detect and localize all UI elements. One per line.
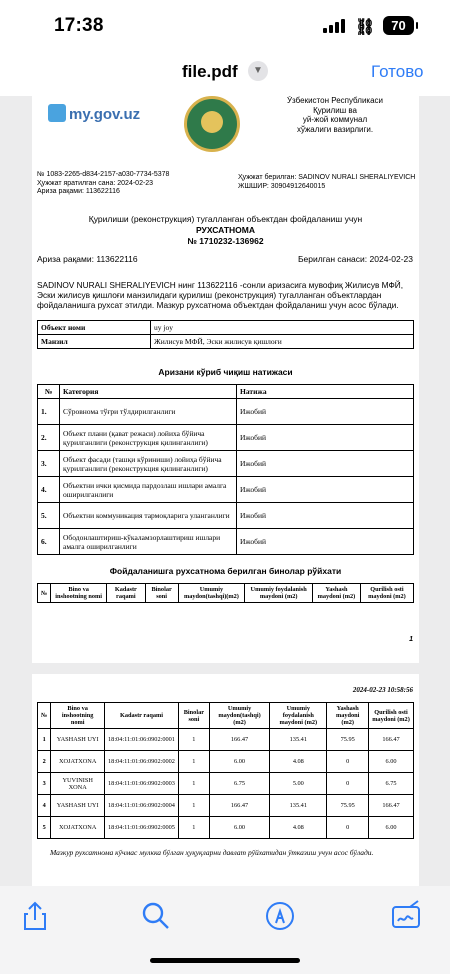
table-row — [38, 817, 414, 839]
table-header-cell: Binolar soni — [145, 584, 178, 603]
table-cell: 1 — [178, 773, 209, 795]
page-number: 1 — [409, 636, 413, 643]
table-header-cell: Umumiy foydalanish maydoni (m2) — [270, 703, 327, 729]
table-row — [38, 399, 414, 425]
table-header-cell: Kadastr raqami — [105, 703, 179, 729]
table-cell: YASHASH UYI — [51, 795, 105, 817]
table-cell: 6.00 — [209, 751, 269, 773]
table-header-cell: № — [38, 703, 51, 729]
search-icon[interactable] — [139, 899, 173, 933]
table-cell: 2. — [38, 425, 60, 451]
link-icon: ⛓ — [355, 19, 376, 36]
table-cell: 18:04:11:01:06:0902:0004 — [105, 795, 179, 817]
ministry-name: Ўзбекистон Республикаси Қурилиш ва уй-жой коммунал хўжалиги вазирлиги. — [286, 96, 384, 134]
table-cell: 4.08 — [270, 817, 327, 839]
table-row — [38, 503, 414, 529]
table-cell: Ижобий — [237, 451, 414, 477]
markup-icon[interactable] — [263, 899, 297, 933]
table-header-cell: Bino va inshootning nomi — [51, 703, 105, 729]
table-header-cell: Qurilish osti maydoni (m2) — [369, 703, 414, 729]
table-cell: Объект фасади (ташқи кўриниши) лойиҳа бўйича қурилганлиги (реконструкция қилинганлиги) — [60, 451, 237, 477]
table-cell: 0 — [327, 751, 369, 773]
table-cell: 18:04:11:01:06:0902:0003 — [105, 773, 179, 795]
gov-logo: my.gov.uz — [48, 104, 140, 123]
battery-icon: 70 — [383, 16, 414, 35]
table-cell: 6.00 — [369, 817, 414, 839]
table-cell: XOJATXONA — [51, 817, 105, 839]
table-header-row — [38, 703, 414, 729]
table-cell: 4. — [38, 477, 60, 503]
table-cell: YUVINISH XONA — [51, 773, 105, 795]
address-label: Манзил — [38, 335, 151, 349]
table-cell: 2 — [38, 751, 51, 773]
doc-title: Қурилиши (реконструкция) тугалланган объектдан фойдаланиш учун — [88, 214, 363, 224]
footer-note: Мазкур рухсатнома кўчмас мулкка бўлган ҳуқуқларни давлат рўйхатидан ўтказиш учун асос бўлади. — [50, 848, 374, 857]
table-cell: Объект плани (қават режаси) лойиха бўйича қурилганлиги (реконструкция қилинганлиги) — [60, 425, 237, 451]
table-cell: 0 — [327, 773, 369, 795]
pdf-page-1 — [32, 96, 419, 663]
home-indicator — [150, 958, 300, 963]
table-cell: 1. — [38, 399, 60, 425]
table-cell: 1 — [178, 817, 209, 839]
clock: 17:38 — [54, 15, 104, 36]
review-table: № Категория Натижа 1. Сўровнома тўғри тўлдирилганлиги Ижобий 2. Объект плани (қават режаси) лойиха бўйича қурилганлиги (реконструкция қилинганлиги) Ижобий 3. Объект фасади (ташқи кўриниши) лойиҳа бўйича қурилганлиги (реконструкция қилинганлиги) Ижобий 4. Объектни ички қисмида пардозлаш ишлари амалга оширилганлиги Ижобий 5. Объектни коммуникация тармоқларига уланганлиги Ижобий 6. Ободонлаштириш-кўкаламзорлаштириш ишлари амалга оширилганлиги Ижобий — [37, 384, 414, 555]
review-title: Аризани кўриб чиқиш натижаси — [158, 367, 293, 377]
table-cell: Ободонлаштириш-кўкаламзорлаштириш ишлари амалга оширилганлиги — [60, 529, 237, 555]
table-header-cell: Bino va inshootning nomi — [51, 584, 107, 603]
table-header-cell: Umumiy maydon(tashqi)(m2) — [178, 584, 245, 603]
table-row — [38, 751, 414, 773]
table-cell: 6.00 — [209, 817, 269, 839]
table-cell: 1 — [178, 729, 209, 751]
table-cell: 1 — [38, 729, 51, 751]
table-cell: 6. — [38, 529, 60, 555]
table-cell: 166.47 — [369, 795, 414, 817]
table-cell: 0 — [327, 817, 369, 839]
buildings-table-header — [37, 583, 414, 603]
table-cell: 6.75 — [209, 773, 269, 795]
table-cell: Ижобий — [237, 399, 414, 425]
table-row — [38, 773, 414, 795]
table-cell: XOJATXONA — [51, 751, 105, 773]
table-cell: 18:04:11:01:06:0902:0002 — [105, 751, 179, 773]
object-table — [37, 320, 414, 349]
table-row — [38, 529, 414, 555]
chevron-down-icon[interactable]: ▼ — [248, 61, 268, 81]
table-cell: Ижобий — [237, 503, 414, 529]
application-number: Ариза рақами: 113622116 — [37, 254, 138, 264]
table-cell: 6.75 — [369, 773, 414, 795]
table-cell: 1 — [178, 795, 209, 817]
status-bar — [0, 0, 450, 52]
table-cell: 75.95 — [327, 729, 369, 751]
doc-title-main: РУХСАТНОМА — [196, 225, 255, 235]
table-header-cell: Qurilish osti maydoni (m2) — [360, 584, 413, 603]
document-meta: № 1083-2265-d834-2157-a030-7734-5378 Ҳужжат яратилган сана: 2024-02-23 Ариза рақами: 113622116 — [37, 171, 170, 195]
table-cell: Объектни ички қисмида пардозлаш ишлари амалга оширилганлиги — [60, 477, 237, 503]
table-cell: 135.41 — [270, 795, 327, 817]
table-row — [38, 795, 414, 817]
table-cell: Ижобий — [237, 477, 414, 503]
state-emblem — [184, 96, 240, 152]
table-cell: 5. — [38, 503, 60, 529]
gov-logo-icon — [48, 104, 66, 122]
table-cell: 3 — [38, 773, 51, 795]
table-cell: 3. — [38, 451, 60, 477]
nav-bar — [0, 52, 450, 96]
table-cell: 135.41 — [270, 729, 327, 751]
table-header-cell: Umumiy foydalanish maydoni (m2) — [245, 584, 313, 603]
table-row — [38, 477, 414, 503]
table-header-row — [38, 584, 414, 603]
table-row — [38, 729, 414, 751]
body-paragraph: SADINOV NURALI SHERALIYEVICH нинг 113622116 -сонли аризасига мувофиқ Жилисув МФЙ, Эски жилисув қишлоғи манзилидаги қурилиш (реконструкция) тугалланган объектлардан фойдаланишга рухсат этилди. Мазкур рухсатнома объектдан фойдаланиш учун асос бўлади. — [37, 280, 404, 310]
table-cell: YASHASH UYI — [51, 729, 105, 751]
pdf-page-2 — [32, 674, 419, 886]
table-cell: Сўровнома тўғри тўлдирилганлиги — [60, 399, 237, 425]
timestamp: 2024-02-23 10:58:56 — [352, 686, 413, 694]
table-cell: 4 — [38, 795, 51, 817]
doc-number: № 1710232-136962 — [187, 236, 264, 246]
table-cell: 166.47 — [209, 795, 269, 817]
table-cell: 75.95 — [327, 795, 369, 817]
object-value: uy joy — [151, 321, 414, 335]
file-title[interactable]: file.pdf — [182, 62, 238, 81]
table-row — [38, 451, 414, 477]
table-cell: Ижобий — [237, 529, 414, 555]
table-header-cell: № — [38, 584, 51, 603]
table-header-cell: Yashash maydoni (m2) — [313, 584, 361, 603]
issue-date: Берилган санаси: 2024-02-23 — [297, 254, 413, 264]
issued-to: Ҳужжат берилган: SADINOV NURALI SHERALIYEVICH ЖШШИР: 30904912640015 — [238, 174, 416, 190]
table-header-cell: Umumiy maydon(tashqi)(m2) — [209, 703, 269, 729]
share-icon[interactable] — [18, 899, 52, 933]
table-cell: 5 — [38, 817, 51, 839]
buildings-table — [37, 702, 414, 839]
table-cell: 1 — [178, 751, 209, 773]
table-cell: 18:04:11:01:06:0902:0001 — [105, 729, 179, 751]
table-cell: Объектни коммуникация тармоқларига уланганлиги — [60, 503, 237, 529]
signature-icon[interactable] — [390, 899, 424, 933]
address-value: Жилисув МФЙ, Эски жилисув қишлоғи — [151, 335, 414, 349]
object-label: Объект номи — [38, 321, 151, 335]
table-cell: 4.08 — [270, 751, 327, 773]
table-header-cell: Binolar soni — [178, 703, 209, 729]
table-cell: 5.00 — [270, 773, 327, 795]
table-cell: 166.47 — [209, 729, 269, 751]
table-cell: 18:04:11:01:06:0902:0005 — [105, 817, 179, 839]
table-cell: Ижобий — [237, 425, 414, 451]
signal-icon — [323, 19, 347, 33]
table-header-cell: Kadastr raqami — [107, 584, 146, 603]
buildings-title: Фойдаланишга рухсатнома берилган бинолар рўйхати — [109, 566, 342, 576]
done-button[interactable]: Готово — [371, 62, 424, 81]
table-row — [38, 425, 414, 451]
table-header-cell: Yashash maydoni (m2) — [327, 703, 369, 729]
table-cell: 6.00 — [369, 751, 414, 773]
table-cell: 166.47 — [369, 729, 414, 751]
